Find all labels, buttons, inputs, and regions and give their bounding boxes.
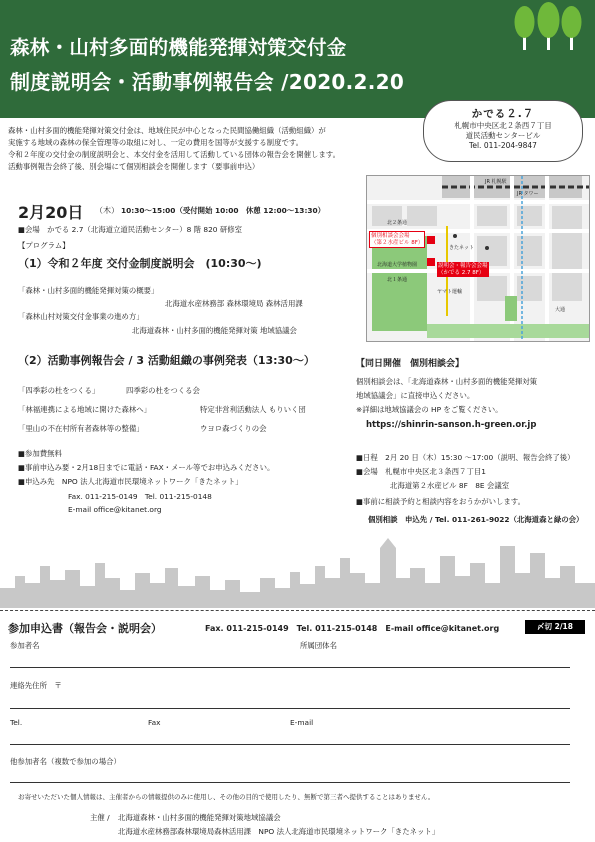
map-graphic: [367, 176, 589, 341]
field-label-tel: Tel.: [10, 718, 23, 727]
field-label-name: 参加者名: [10, 641, 40, 650]
host-org-2: 北海道水産林務部森林環境局森林活用課 NPO 法人北海道市民環境ネットワーク「きたネット」: [118, 827, 440, 836]
note-line: ■事前申込み要・2月18日までに電話・FAX・メール等でお申込みください。: [18, 463, 275, 472]
map-label-yamato: ヤマト運輸: [437, 289, 463, 295]
title-line-1: 森林・山村多面的機能発揮対策交付金: [10, 36, 347, 59]
talk-title: 「森林・山村多面的機能発揮対策の概要」: [18, 286, 159, 295]
consult-note: ■事前に相談予約と相談内容をおうかがいします。: [356, 497, 525, 506]
park-area: [372, 236, 427, 331]
intro-line: 活動事例報告会終了後、別会場にて個別相談会を開催します（要事前申込）: [8, 162, 260, 171]
event-time: 10:30〜15:00（受付開始 10:00 休憩 12:00〜13:30）: [121, 206, 326, 215]
host-org-1: 北海道森林・山村多面的機能発揮対策地域協議会: [118, 813, 281, 822]
map-label-kita2: 北２条通: [387, 220, 408, 226]
field-label-org: 所属団体名: [300, 641, 337, 650]
field-tel-fax-email[interactable]: [10, 744, 570, 745]
consult-url[interactable]: https://shinrin-sanson.h-green.or.jp: [366, 420, 537, 430]
consult-date: ■日程 2月 20 日（木）15:30 〜17:00（説明、報告会終了後）: [356, 453, 575, 462]
field-label-address: 連絡先住所 〒: [10, 681, 62, 690]
tree-icon: [562, 6, 582, 50]
note-line: ■申込み先 NPO 法人北海道市民環境ネットワーク「きたネット」: [18, 477, 243, 486]
map-label-kita1: 北１条通: [387, 277, 408, 283]
intro-line: 森林・山村多面的機能発揮対策交付金は、地域住民が中心となった民間協働組織（活動組織）が: [8, 126, 326, 135]
access-map: [366, 175, 590, 342]
field-label-email: E-mail: [290, 718, 314, 727]
report-org: 四季彩の杜をつくる会: [126, 386, 200, 395]
deadline-badge: 〆切 2/18: [525, 620, 585, 634]
field-name-org[interactable]: [10, 667, 570, 668]
tree-icon: [538, 2, 560, 50]
host-label: 主催 /: [90, 813, 110, 822]
tree-icon: [515, 6, 535, 50]
form-contact: Fax. 011-215-0149 Tel. 011-215-0148 E-mail office@kitanet.org: [205, 624, 500, 633]
consult-venue-building: 北海道第２水産ビル 8F 8E 会議室: [390, 481, 510, 490]
section2-title: （2）活動事例報告会 / 3 活動組織の事例発表（13:30〜）: [18, 354, 315, 367]
talk-org: 北海道水産林務部 森林環境局 森林活用課: [165, 299, 303, 308]
event-dow: （木）: [95, 206, 119, 215]
same-day-title: 【同日開催 個別相談会】: [356, 359, 465, 369]
report-org: 特定非営利活動法人 もりいく団: [200, 405, 306, 414]
report-title: 「里山の不在村所有者森林等の整備」: [18, 424, 144, 433]
same-day-line: ※詳細は地域協議会の HP をご覧ください。: [356, 405, 503, 414]
title-line-2: 制度説明会・活動事例報告会 /2020.2.20: [10, 70, 405, 94]
contact-fax-tel: Fax. 011-215-0149 Tel. 011-215-0148: [68, 492, 212, 501]
privacy-note: お寄せいただいた個人情報は、主催者からの情報提供のみに使用し、その他の目的で使用したり、無断で第三者へ提供することはありません。: [18, 793, 435, 801]
cityscape-illustration: [0, 528, 595, 608]
consult-apply: 個別相談 申込先 / Tel. 011-261-9022（北海道森と緑の会）: [368, 515, 584, 524]
cut-line: [0, 610, 595, 611]
venue-building: 道民活動センタービル: [465, 131, 541, 140]
venue-address: 札幌市中央区北２条西７丁目: [454, 121, 552, 130]
map-label-park: 北海道大学植物園: [377, 262, 418, 268]
note-line: ■参加費無料: [18, 449, 62, 458]
report-title: 「林福連携による地域に開けた森林へ」: [18, 405, 152, 414]
report-org: ウヨロ森づくりの会: [200, 424, 267, 433]
map-label-kitanet: きたネット: [449, 245, 475, 251]
same-day-line: 個別相談会は、「北海道森林・山村多面的機能発揮対策: [356, 377, 538, 386]
section1-title: （1）令和２年度 交付金制度説明会 (10:30〜): [18, 257, 262, 270]
talk-org: 北海道森林・山村多面的機能発揮対策 地域協議会: [132, 326, 297, 335]
field-address[interactable]: [10, 708, 570, 709]
venue-info-box: [423, 100, 583, 162]
program-label: 【プログラム】: [18, 241, 70, 250]
map-label-kobetsu: 個別相談会会場 （第２水産ビル 8F）: [369, 231, 425, 248]
field-label-fax: Fax: [148, 718, 161, 727]
form-title: 参加申込書（報告会・説明会）: [8, 622, 162, 635]
map-label-jr-tower: JR タワー: [517, 191, 539, 197]
trees-illustration: [508, 0, 588, 52]
intro-line: 実施する地域の森林の保全管理等の取組に対し、一定の費用を国等が支援する制度です。: [8, 138, 304, 147]
report-title: 「四季彩の杜をつくる」: [18, 386, 100, 395]
event-venue: ■会場 かでる 2.7（北海道立道民活動センター）8 階 820 研修室: [18, 225, 243, 234]
contact-email: E-mail office@kitanet.org: [68, 505, 162, 514]
map-label-houkoku: 説明会・報告会会場 （かでる 2.7 8F）: [438, 263, 488, 276]
talk-title: 「森林山村対策交付金事業の進め方」: [18, 312, 144, 321]
intro-line: 令和２年度の交付金の制度説明会と、本交付金を活用して活動している団体の報告会を開催します。: [8, 150, 340, 159]
map-label-station: JR 札幌駅: [485, 179, 507, 185]
field-others[interactable]: [10, 782, 570, 783]
map-label-odori: 大通: [555, 307, 566, 313]
field-label-others: 他参加者名（複数で参加の場合）: [10, 757, 121, 766]
event-date: 2月20日: [18, 203, 84, 222]
venue-tel: Tel. 011-204-9847: [469, 141, 537, 150]
same-day-line: 地域協議会」に直接申込ください。: [356, 391, 475, 400]
venue-name: かでる２.７: [471, 108, 535, 120]
consult-venue: ■会場 札幌市中央区北３条西７丁目1: [356, 467, 486, 476]
